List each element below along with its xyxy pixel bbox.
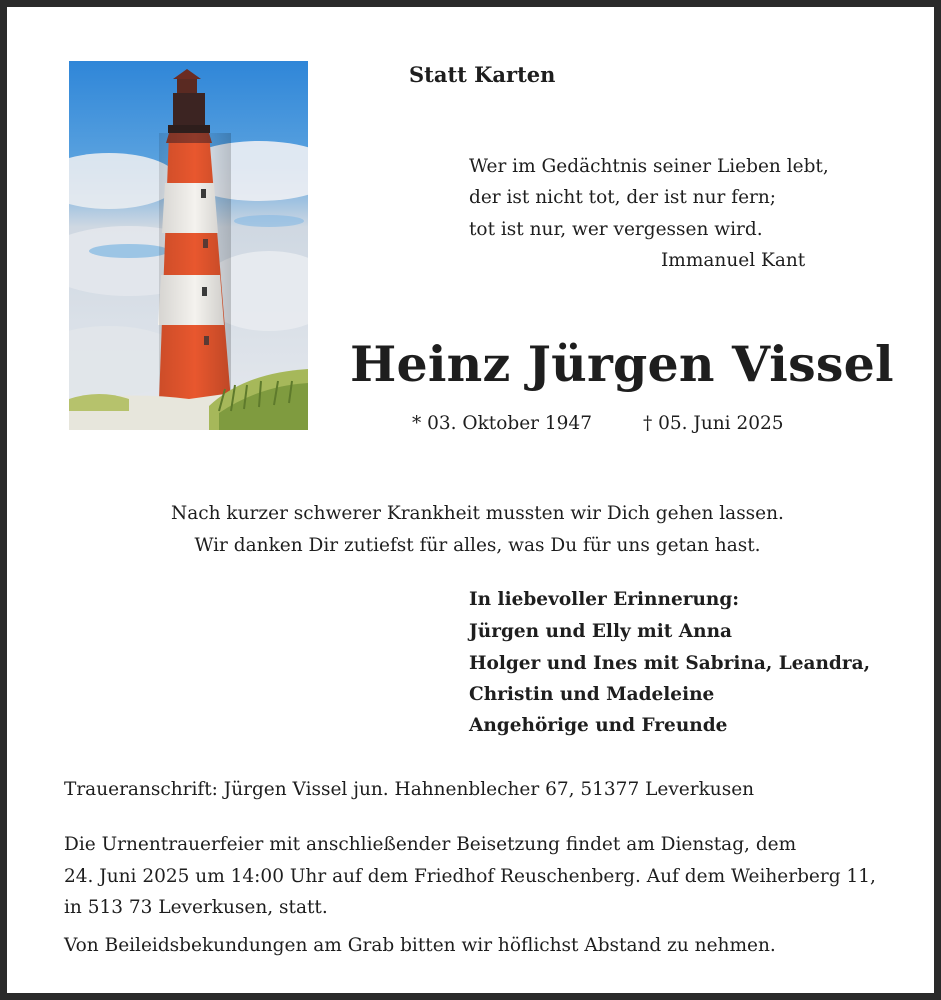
family-line: Christin und Madeleine — [469, 684, 715, 705]
family-line: Holger und Ines mit Sabrina, Leandra, — [469, 653, 871, 674]
family-line: Jürgen und Elly mit Anna — [469, 621, 733, 642]
quote-line: Wer im Gedächtnis seiner Lieben lebt, — [469, 156, 829, 177]
deceased-name: Heinz Jürgen Vissel — [350, 335, 894, 393]
message-line: Wir danken Dir zutiefst für alles, was Du für uns getan hast. — [194, 535, 761, 556]
birth-date: * 03. Oktober 1947 — [412, 413, 592, 434]
ceremony-line: Die Urnentrauerfeier mit anschließender Beisetzung findet am Dienstag, dem — [64, 834, 797, 855]
mourning-address: Traueranschrift: Jürgen Vissel jun. Hahnenblecher 67, 51377 Leverkusen — [64, 779, 755, 800]
ceremony-line: 24. Juni 2025 um 14:00 Uhr auf dem Friedhof Reuschenberg. Auf dem Weiherberg 11, — [64, 866, 876, 887]
condolence-note: Von Beileidsbekundungen am Grab bitten wir höflichst Abstand zu nehmen. — [64, 935, 776, 956]
death-date: † 05. Juni 2025 — [643, 413, 784, 434]
family-line: Angehörige und Freunde — [469, 715, 728, 736]
quote-line: tot ist nur, wer vergessen wird. — [469, 219, 763, 240]
ceremony-line: in 513 73 Leverkusen, statt. — [64, 897, 328, 918]
family-heading: In liebevoller Erinnerung: — [469, 589, 740, 610]
header-title: Statt Karten — [409, 62, 556, 87]
quote-author: Immanuel Kant — [661, 250, 806, 271]
lighthouse-painting — [69, 61, 308, 430]
message-line: Nach kurzer schwerer Krankheit mussten wir Dich gehen lassen. — [171, 503, 784, 524]
quote-line: der ist nicht tot, der ist nur fern; — [469, 187, 777, 208]
